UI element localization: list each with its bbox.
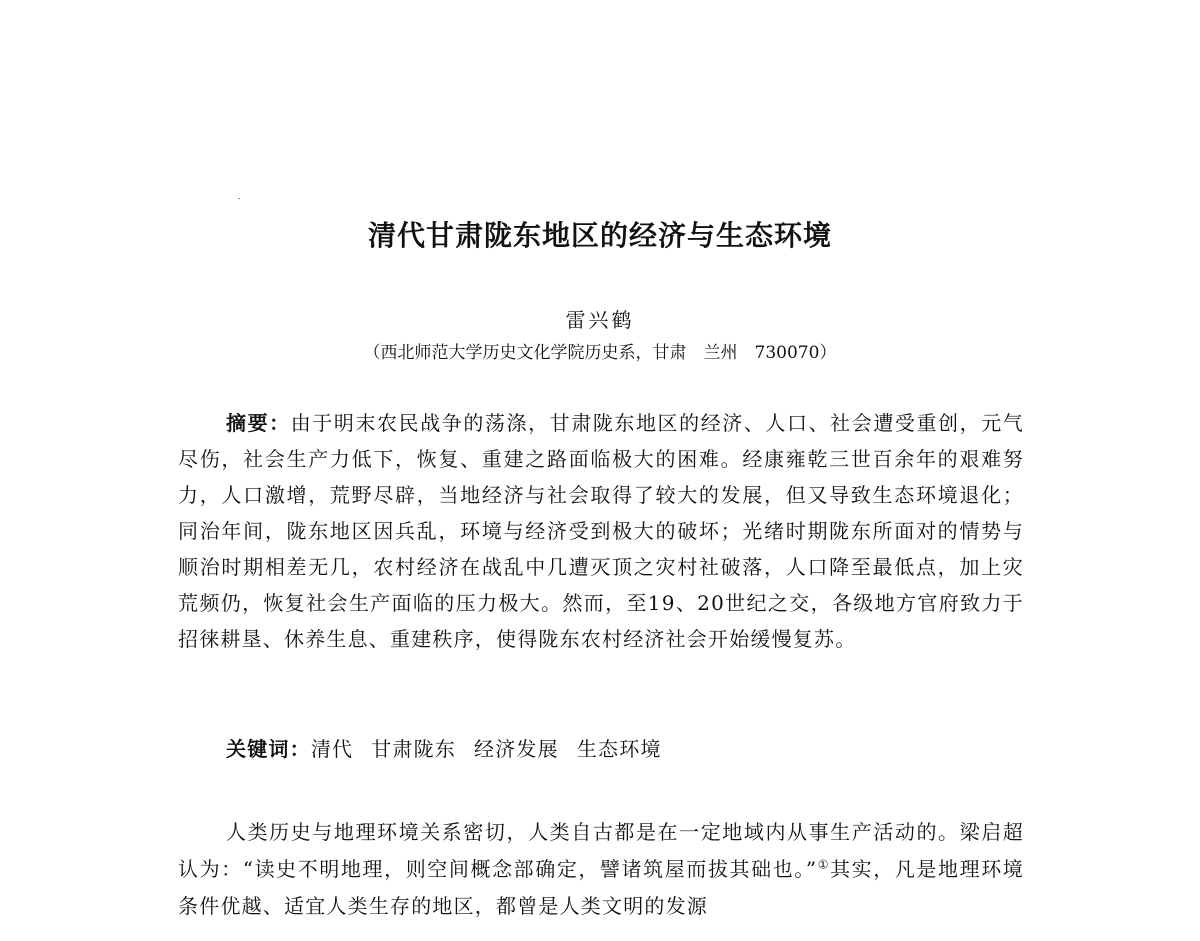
abstract-text: 由于明末农民战争的荡涤，甘肃陇东地区的经济、人口、社会遭受重创，元气尽伤，社会生产力低下，恢复、重建之路面临极大的困难。经康雍乾三世百余年的艰难努力，人口激增，荒野尽辟，当地经济与社会取得了较大的发展，但又导致生态环境退化；同治年间，陇东地区因兵乱，环境与经济受到极大的破坏；光绪时期陇东所面对的情势与顺治时期相差无几，农村经济在战乱中几遭灭顶之灾村社破落，人口降至最低点，加上灾荒频仍，恢复社会生产面临的压力极大。然而，至19、20世纪之交，各级地方官府致力于招徕耕垦、休养生息、重建秩序，使得陇东农村经济社会开始缓慢复苏。 xyxy=(178,411,1024,651)
body-text-start: 人类历史与地理环境关系密切，人类自古都是在一定地域内从事生产活动的。梁启超认为：“读史不明地理，则空间概念部确定，譬诸筑屋而拔其础也。” xyxy=(178,820,1024,881)
keyword-item: 清代 xyxy=(310,737,354,761)
keyword-item: 生态环境 xyxy=(576,737,662,761)
keywords-label: 关键词： xyxy=(226,737,311,761)
abstract-label: 摘要： xyxy=(226,411,291,435)
author-affiliation: （西北师范大学历史文化学院历史系，甘肃 兰州 730070） xyxy=(363,343,837,363)
author-name: 雷兴鹤 xyxy=(565,308,635,332)
body-text-rest: 其实，凡是地理环境条件优越、适宜人类生存的地区，都曾是人类文明的发源 xyxy=(178,857,1024,918)
keyword-item: 经济发展 xyxy=(474,737,559,761)
abstract-paragraph xyxy=(178,405,1024,657)
article-title: 清代甘肃陇东地区的经济与生态环境 xyxy=(367,219,832,252)
keyword-item: 甘肃陇东 xyxy=(371,737,457,761)
body-paragraph xyxy=(178,814,1024,925)
footnote-marker[interactable]: ① xyxy=(817,857,831,872)
keywords-line xyxy=(178,731,1024,767)
scan-speck xyxy=(238,198,240,199)
